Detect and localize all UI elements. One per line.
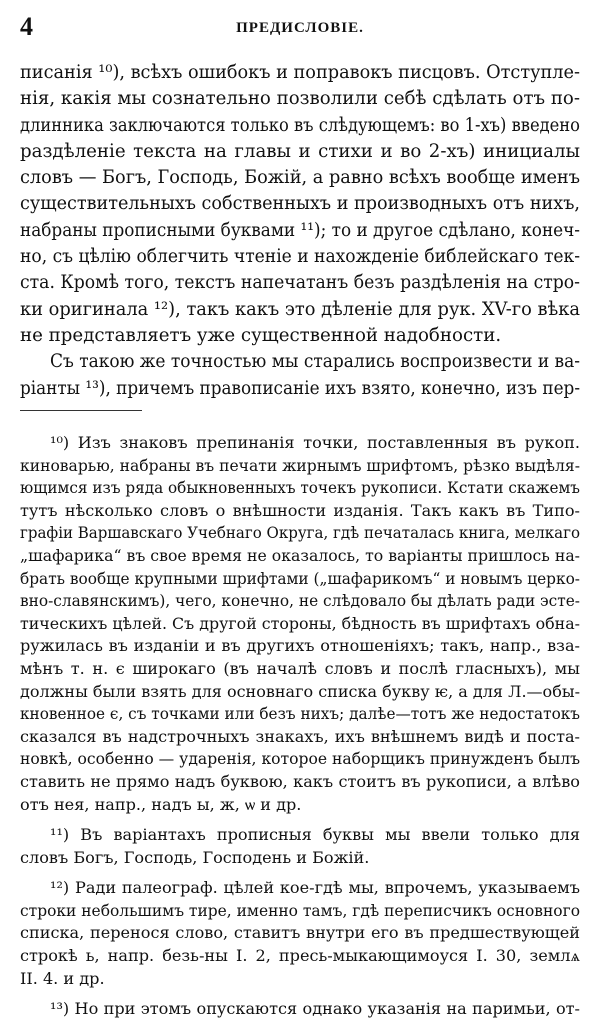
footnote-line: строки небольшимъ тире, именно тамъ, гдѣ переписчикъ основного [20, 900, 580, 920]
footnote-line: списка, перенося слово, ставитъ внутри его въ предшествующей [20, 923, 580, 943]
main-line: длинника заключаются только въ слѣдующемъ: во 1-хъ) введено [20, 114, 580, 136]
footnote-line: ¹³) Но при этомъ опускаются однако указанія на паримьи, от- [50, 999, 580, 1019]
main-text [20, 60, 580, 402]
footnote-line: вно-славянскимъ), чего, конечно, не слѣдовало бы дѣлать ради эсте- [20, 591, 580, 611]
main-line: писанія ¹⁰), всѣхъ ошибокъ и поправокъ писцовъ. Отступле- [20, 62, 580, 83]
main-line: Съ такою же точностью мы старались воспроизвести и ва- [50, 351, 580, 373]
footnote-line: ставить не прямо надъ буквою, какъ стоитъ въ рукописи, а влѣво [20, 771, 580, 791]
main-line: не представляетъ уже существенной надобности. [20, 324, 502, 346]
footnote-line: ¹⁰) Изъ знаковъ препинанія точки, поставленныя въ рукоп. [50, 433, 580, 452]
page-header [20, 12, 580, 42]
footnote-line: сказался въ надстрочныхъ знакахъ, ихъ внѣшнемъ видѣ и поста- [20, 726, 580, 746]
footnote-line: киноварью, набраны въ печати жирнымъ шрифтомъ, рѣзко выдѣля- [20, 455, 580, 475]
footnote-line: новкѣ, особенно — ударенія, которое наборщикъ принужденъ былъ [20, 749, 580, 769]
footnote-line: кновенное є, съ точками или безъ нихъ; далѣе—тотъ же недостатокъ [20, 704, 580, 724]
running-title: ПРЕДИСЛОВІЕ. [236, 20, 364, 36]
footnote-line: словъ Богъ, Господь, Господень и Божій. [20, 847, 370, 867]
footnote-line: должны были взять для основнаго списка букву ѥ, а для Л.—обы- [20, 681, 580, 701]
footnote-line: отъ нея, напр., надъ ы, ж, ѡ и др. [20, 794, 302, 814]
footnote-line: мѣнъ т. н. є широкаго (въ началѣ словъ и послѣ гласныхъ), мы [20, 658, 580, 678]
footnote-separator [20, 410, 142, 411]
footnote-line: ющимся изъ ряда обыкновенныхъ точекъ рукописи. Кстати скажемъ [20, 478, 580, 498]
footnote-line: ружилась въ изданіи и въ другихъ отношеніяхъ; такъ, напр., вза- [20, 636, 580, 656]
main-line: ки оригинала ¹²), такъ какъ это дѣленіе для рук. XV-го вѣка [20, 298, 580, 320]
main-line: ріанты ¹³), причемъ правописаніе ихъ взято, конечно, изъ пер- [20, 377, 580, 399]
main-line: ста. Кромѣ того, текстъ напечатанъ безъ раздѣленія на стро- [20, 272, 580, 294]
main-line: раздѣленіе текста на главы и стихи и во 2-хъ) инициалы [20, 140, 580, 162]
main-line: словъ — Богъ, Господь, Божій, а равно всѣхъ вообще именъ [20, 167, 580, 189]
footnote-line: тутъ нѣсколько словъ о внѣшности изданія. Такъ какъ въ Типо- [20, 500, 580, 520]
footnotes [20, 432, 580, 1021]
footnote-line: тическихъ цѣлей. Съ другой стороны, бѣдность въ шрифтахъ обна- [20, 613, 580, 633]
main-line: но, съ цѣлію облегчить чтеніе и нахожденіе библейскаго тек- [20, 246, 580, 268]
footnote-line: графіи Варшавскаго Учебнаго Округа, гдѣ печаталась книга, мелкаго [20, 523, 580, 543]
footnote-line: ¹¹) Въ варіантахъ прописныя буквы мы ввели только для [50, 825, 580, 845]
page-number: 4 [20, 12, 33, 41]
main-line: набраны прописными буквами ¹¹); то и другое сдѣлано, конеч- [20, 219, 580, 241]
main-line: существительныхъ собственныхъ и производныхъ отъ нихъ, [20, 193, 580, 215]
footnote-line: II. 4. и др. [20, 968, 105, 988]
footnote-line: строкѣ ь, напр. безь-ны I. 2, пресь-мыкающимоуся I. 30, землѧ [20, 946, 580, 966]
footnote-line: брать вообще крупными шрифтами („шафарикомъ“ и новымъ церко- [20, 568, 580, 588]
main-line: нія, какія мы сознательно позволили себѣ сдѣлать отъ по- [20, 88, 580, 110]
footnote-line: „шафарика“ въ свое время не оказалось, то варіанты пришлось на- [20, 545, 580, 565]
footnote-line: ¹²) Ради палеограф. цѣлей кое-гдѣ мы, впрочемъ, указываемъ [50, 878, 580, 898]
